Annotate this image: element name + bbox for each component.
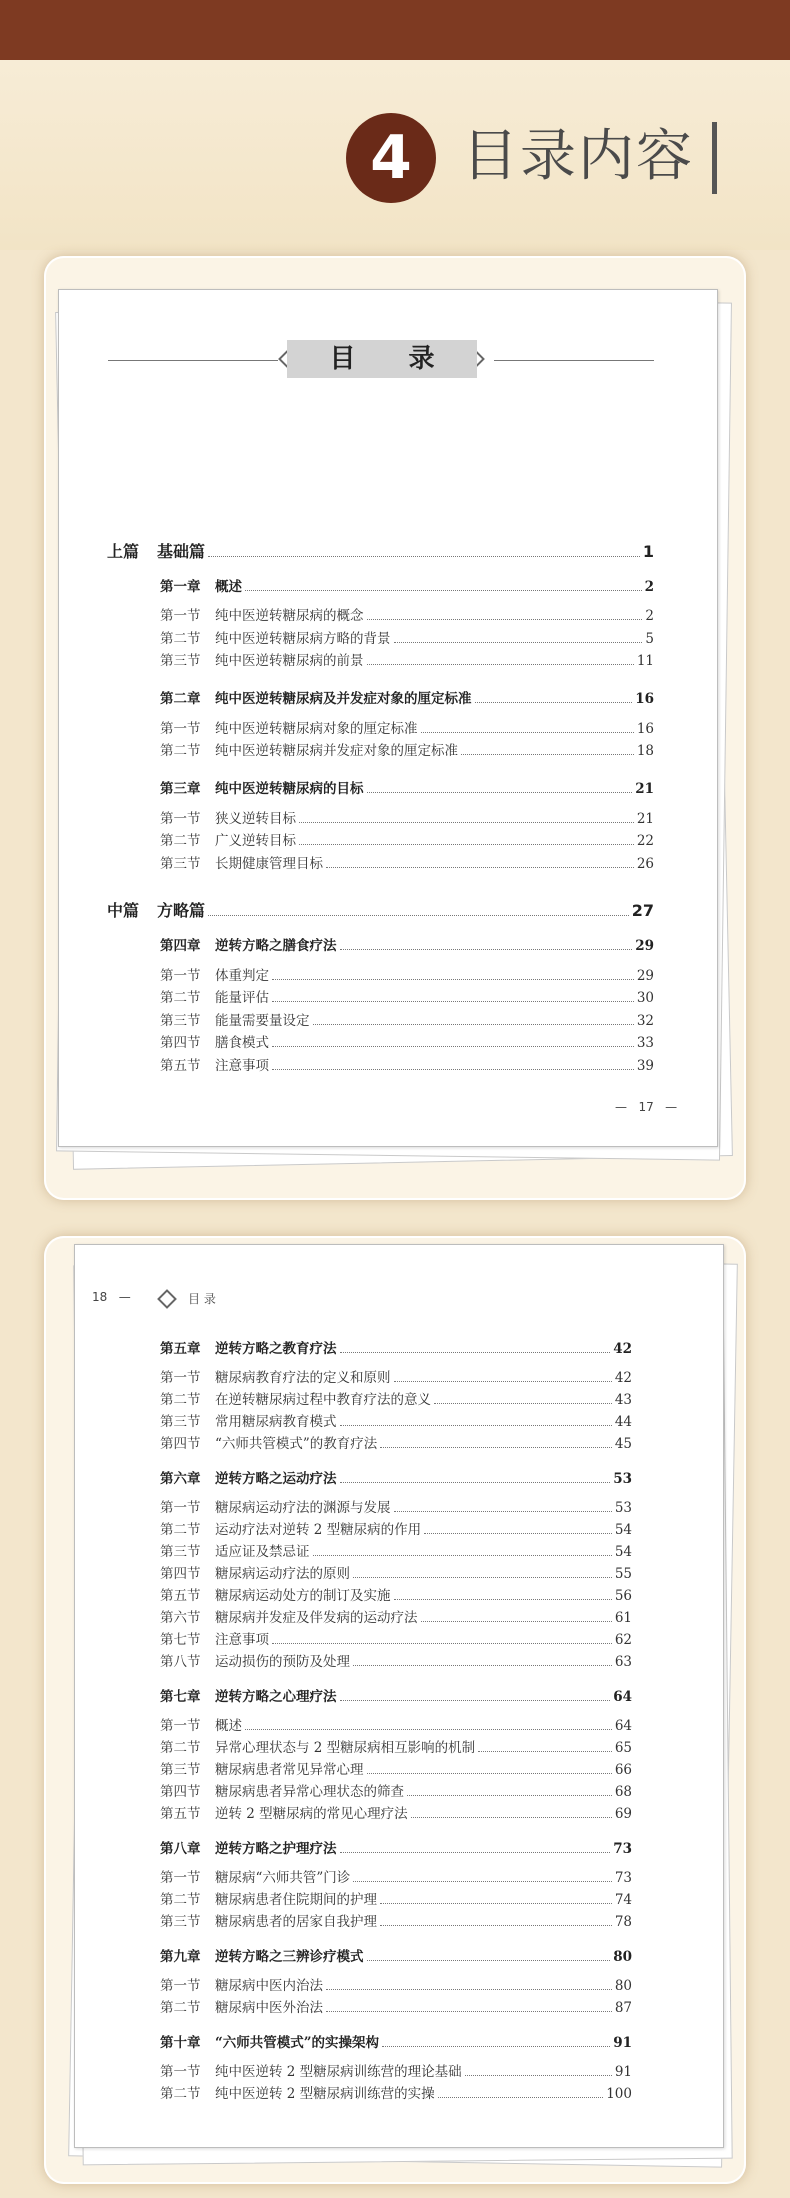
- toc-title: 糖尿病患者的居家自我护理: [215, 1914, 377, 1930]
- toc-page-number: 42: [613, 1341, 632, 1357]
- toc-page-number: 27: [631, 901, 654, 920]
- toc-page-number: 87: [614, 2000, 632, 2016]
- toc-label: 第三节: [160, 653, 201, 669]
- toc-title: 逆转 2 型糖尿病的常见心理疗法: [215, 1806, 408, 1822]
- toc-title: 体重判定: [215, 968, 269, 984]
- leader-dots: [394, 642, 643, 643]
- running-head-page: 18: [92, 1290, 108, 1304]
- toc-title: 运动疗法对逆转 2 型糖尿病的作用: [215, 1522, 422, 1538]
- toc-page-number: 55: [614, 1566, 632, 1582]
- toc-page-number: 22: [636, 833, 654, 849]
- toc-label: 第二节: [160, 1522, 201, 1538]
- toc-title: 逆转方略之膳食疗法: [215, 938, 337, 954]
- toc-page-number: 64: [613, 1689, 632, 1705]
- leader-dots: [326, 867, 634, 868]
- toc-title: 纯中医逆转糖尿病方略的背景: [215, 631, 391, 647]
- toc-label: 第二节: [160, 1892, 201, 1908]
- toc-label: 第一章: [160, 579, 201, 595]
- toc-section-row: [160, 1717, 632, 1735]
- toc-page-number: 62: [614, 1632, 632, 1648]
- leader-dots: [299, 822, 634, 823]
- toc-title: 异常心理状态与 2 型糖尿病相互影响的机制: [215, 1740, 476, 1756]
- toc-chapter-row: [160, 780, 654, 798]
- toc-page-number: 32: [636, 1013, 654, 1029]
- toc-label: 第六节: [160, 1610, 201, 1626]
- toc-page-number: 74: [614, 1892, 632, 1908]
- toc-label: 第一节: [160, 608, 201, 624]
- toc-label: 第四节: [160, 1436, 201, 1452]
- toc-title: 基础篇: [157, 542, 206, 561]
- toc-title: 纯中医逆转糖尿病对象的厘定标准: [215, 721, 418, 737]
- toc-title: 适应证及禁忌证: [215, 1544, 310, 1560]
- leader-dots: [299, 844, 634, 845]
- toc-section-row: [160, 1391, 632, 1409]
- toc-page-number: 69: [614, 1806, 632, 1822]
- toc-section-row: [160, 1543, 632, 1561]
- toc-label: 第二节: [160, 743, 201, 759]
- toc-title: 纯中医逆转 2 型糖尿病训练营的理论基础: [215, 2064, 462, 2080]
- toc-label: 第五节: [160, 1806, 201, 1822]
- toc-label: 第三章: [160, 781, 201, 797]
- toc-page-number: 91: [614, 2064, 632, 2080]
- toc-title: 纯中医逆转糖尿病的概念: [215, 608, 364, 624]
- toc-title: 概述: [215, 1718, 242, 1734]
- toc-title: 能量评估: [215, 990, 269, 1006]
- leader-dots: [313, 1024, 634, 1025]
- page-footer: — 17 —: [615, 1100, 678, 1114]
- leader-dots: [380, 1447, 612, 1448]
- toc-section-row: [160, 967, 654, 985]
- toc-page-number: 80: [614, 1978, 632, 1994]
- leader-dots: [340, 1425, 612, 1426]
- toc-label: 第四章: [160, 938, 201, 954]
- toc-page-number: 26: [636, 856, 654, 872]
- toc-page-number: 61: [614, 1610, 632, 1626]
- toc-label: 第三节: [160, 1762, 201, 1778]
- toc-section-row: [160, 1761, 632, 1779]
- leader-dots: [380, 1903, 612, 1904]
- toc-section-row: [160, 1369, 632, 1387]
- leader-dots: [380, 1925, 612, 1926]
- running-head-title: 目 录: [188, 1292, 216, 1306]
- toc-page-number: 2: [644, 579, 654, 595]
- leader-dots: [421, 1621, 612, 1622]
- toc-chapter-row: [160, 578, 654, 596]
- toc-label: 第二节: [160, 631, 201, 647]
- toc-section-row: [160, 989, 654, 1007]
- leader-dots: [407, 1795, 612, 1796]
- section-number-badge: 4: [346, 113, 436, 203]
- toc-page-number: 29: [635, 938, 654, 954]
- toc-label: 第八节: [160, 1654, 201, 1670]
- toc-page-number: 16: [635, 691, 654, 707]
- leader-dots: [367, 619, 643, 620]
- toc-title: 纯中医逆转 2 型糖尿病训练营的实操: [215, 2086, 435, 2102]
- toc-label: 第二章: [160, 691, 201, 707]
- toc-page-number: 2: [645, 608, 654, 624]
- toc-section-row: [160, 1631, 632, 1649]
- toc-section-row: [160, 1057, 654, 1075]
- toc-page-number: 66: [614, 1762, 632, 1778]
- toc-section-row: [160, 1034, 654, 1052]
- toc-page-number: 39: [636, 1058, 654, 1074]
- toc-label: 第三节: [160, 1914, 201, 1930]
- toc-title: 逆转方略之教育疗法: [215, 1341, 337, 1357]
- toc-section-row: [160, 630, 654, 648]
- toc-section-row: [160, 652, 654, 670]
- toc-label: 第一节: [160, 1718, 201, 1734]
- toc-page-number: 91: [613, 2035, 632, 2051]
- leader-dots: [353, 1665, 612, 1666]
- leader-dots: [465, 2075, 612, 2076]
- top-banner: [0, 0, 790, 60]
- toc-page-number: 30: [636, 990, 654, 1006]
- leader-dots: [272, 1046, 634, 1047]
- toc-label: 第三节: [160, 856, 201, 872]
- toc-title: 纯中医逆转糖尿病的前景: [215, 653, 364, 669]
- leader-dots: [272, 1001, 634, 1002]
- leader-dots: [340, 1700, 611, 1701]
- toc-title: 糖尿病运动疗法的原则: [215, 1566, 350, 1582]
- toc-title: 概述: [215, 579, 242, 595]
- leader-dots: [424, 1533, 612, 1534]
- leader-dots: [340, 1352, 611, 1353]
- toc-title: “六师共管模式”的教育疗法: [215, 1436, 378, 1452]
- toc-section-row: [160, 1805, 632, 1823]
- leader-dots: [208, 556, 640, 557]
- toc-label: 第一节: [160, 1870, 201, 1886]
- toc-section-row: [160, 1609, 632, 1627]
- leader-dots: [272, 979, 634, 980]
- toc-label: 第二节: [160, 2086, 201, 2102]
- toc-page-number: 18: [636, 743, 654, 759]
- toc-section-row: [160, 1977, 632, 1995]
- leader-dots: [367, 1773, 612, 1774]
- toc-page-number: 65: [614, 1740, 632, 1756]
- leader-dots: [353, 1881, 612, 1882]
- toc-title: 膳食模式: [215, 1035, 269, 1051]
- toc-page-number: 80: [613, 1949, 632, 1965]
- toc-label: 第四节: [160, 1784, 201, 1800]
- toc-page-number: 53: [613, 1471, 632, 1487]
- toc-section-row: [160, 1413, 632, 1431]
- toc-title: 纯中医逆转糖尿病并发症对象的厘定标准: [215, 743, 458, 759]
- toc-title: 运动损伤的预防及处理: [215, 1654, 350, 1670]
- leader-dots: [478, 1751, 612, 1752]
- toc-section-row: [160, 720, 654, 738]
- toc-page-number: 63: [614, 1654, 632, 1670]
- toc-chapter-row: [160, 690, 654, 708]
- toc-section-row: [160, 1739, 632, 1757]
- toc-page-number: 1: [642, 542, 654, 561]
- toc-section-row: [160, 1435, 632, 1453]
- toc-title: 糖尿病患者异常心理状态的筛查: [215, 1784, 404, 1800]
- leader-dots: [475, 702, 633, 703]
- toc-section-row: [160, 832, 654, 850]
- leader-dots: [461, 754, 634, 755]
- leader-dots: [394, 1381, 612, 1382]
- toc-label: 第一节: [160, 1978, 201, 1994]
- toc-page-number: 56: [614, 1588, 632, 1604]
- toc-section-row: [160, 810, 654, 828]
- leader-dots: [367, 664, 634, 665]
- toc-label: 第五节: [160, 1058, 201, 1074]
- toc-label: 第一节: [160, 2064, 201, 2080]
- toc-page-number: 44: [614, 1414, 632, 1430]
- toc-label: 第九章: [160, 1949, 201, 1965]
- toc-section-row: [160, 2085, 632, 2103]
- leader-dots: [245, 590, 642, 591]
- leader-dots: [382, 2046, 610, 2047]
- toc-page-number: 5: [645, 631, 654, 647]
- toc-title: 在逆转糖尿病过程中教育疗法的意义: [215, 1392, 431, 1408]
- toc-page-number: 68: [614, 1784, 632, 1800]
- toc-label: 第七节: [160, 1632, 201, 1648]
- heading-rule-left: [108, 360, 278, 361]
- leader-dots: [340, 1482, 611, 1483]
- toc-title: “六师共管模式”的实操架构: [215, 2035, 380, 2051]
- leader-dots: [326, 1989, 612, 1990]
- leader-dots: [340, 949, 633, 950]
- leader-dots: [411, 1817, 612, 1818]
- toc-page-number: 73: [614, 1870, 632, 1886]
- toc-title: 注意事项: [215, 1058, 269, 1074]
- leader-dots: [353, 1577, 612, 1578]
- toc-label: 第五节: [160, 1588, 201, 1604]
- toc-section-row: [160, 1499, 632, 1517]
- leader-dots: [313, 1555, 612, 1556]
- leader-dots: [340, 1852, 611, 1853]
- toc-chapter-row: [160, 1340, 632, 1358]
- toc-label: 中篇: [107, 901, 140, 920]
- toc-title: 糖尿病患者常见异常心理: [215, 1762, 364, 1778]
- leader-dots: [367, 792, 633, 793]
- toc-label: 第八章: [160, 1841, 201, 1857]
- toc-title: 糖尿病“六师共管”门诊: [215, 1870, 351, 1886]
- toc-chapter-row: [160, 2034, 632, 2052]
- toc-chapter-row: [160, 1688, 632, 1706]
- toc-title: 糖尿病运动疗法的渊源与发展: [215, 1500, 391, 1516]
- toc-page-number: 16: [636, 721, 654, 737]
- toc-page-number: 42: [614, 1370, 632, 1386]
- toc-label: 第四节: [160, 1035, 201, 1051]
- toc-page-number: 21: [635, 781, 654, 797]
- toc-section-row: [160, 1913, 632, 1931]
- toc-section-row: [160, 1653, 632, 1671]
- leader-dots: [394, 1511, 612, 1512]
- leader-dots: [394, 1599, 612, 1600]
- toc-page-number: 43: [614, 1392, 632, 1408]
- toc-label: 第六章: [160, 1471, 201, 1487]
- toc-label: 第二节: [160, 1392, 201, 1408]
- toc-title: 狭义逆转目标: [215, 811, 296, 827]
- toc-page-number: 45: [614, 1436, 632, 1452]
- toc-section-row: [160, 1587, 632, 1605]
- toc-title: 糖尿病运动处方的制订及实施: [215, 1588, 391, 1604]
- toc-chapter-row: [160, 937, 654, 955]
- toc-page-number: 54: [614, 1522, 632, 1538]
- toc-page-number: 100: [606, 2086, 632, 2102]
- toc-label: 第一节: [160, 721, 201, 737]
- toc-label: 第三节: [160, 1414, 201, 1430]
- toc-label: 第一节: [160, 1370, 201, 1386]
- leader-dots: [208, 915, 629, 916]
- toc-section-row: [160, 1521, 632, 1539]
- toc-label: 第三节: [160, 1544, 201, 1560]
- toc-section-row: [160, 1999, 632, 2017]
- toc-section-row: [160, 2063, 632, 2081]
- toc-label: 上篇: [107, 542, 140, 561]
- toc-page-number: 11: [636, 653, 654, 669]
- leader-dots: [434, 1403, 612, 1404]
- toc-section-row: [160, 1891, 632, 1909]
- leader-dots: [245, 1729, 612, 1730]
- heading-rule-right: [494, 360, 654, 361]
- toc-label: 第二节: [160, 2000, 201, 2016]
- toc-title: 广义逆转目标: [215, 833, 296, 849]
- toc-title: 糖尿病并发症及伴发病的运动疗法: [215, 1610, 418, 1626]
- toc-title: 糖尿病教育疗法的定义和原则: [215, 1370, 391, 1386]
- toc-label: 第五章: [160, 1341, 201, 1357]
- toc-section-row: [160, 1012, 654, 1030]
- toc-title: 长期健康管理目标: [215, 856, 323, 872]
- toc-label: 第四节: [160, 1566, 201, 1582]
- toc-page-number: 33: [636, 1035, 654, 1051]
- toc-title: 纯中医逆转糖尿病的目标: [215, 781, 364, 797]
- running-head: 18 —: [92, 1290, 131, 1304]
- toc-part-row: [107, 902, 654, 920]
- section-title: 目录内容: [462, 124, 694, 189]
- toc-section-row: [160, 1869, 632, 1887]
- toc-part-row: [107, 543, 654, 561]
- leader-dots: [272, 1643, 612, 1644]
- toc-title: 注意事项: [215, 1632, 269, 1648]
- toc-page-number: 29: [636, 968, 654, 984]
- title-divider: [712, 122, 717, 194]
- toc-label: 第一节: [160, 968, 201, 984]
- toc-title: 逆转方略之心理疗法: [215, 1689, 337, 1705]
- toc-label: 第十章: [160, 2035, 201, 2051]
- leader-dots: [272, 1069, 634, 1070]
- leader-dots: [367, 1960, 611, 1961]
- toc-title: 逆转方略之三辨诊疗模式: [215, 1949, 364, 1965]
- toc-label: 第一节: [160, 1500, 201, 1516]
- toc-section-row: [160, 1565, 632, 1583]
- toc-title: 纯中医逆转糖尿病及并发症对象的厘定标准: [215, 691, 472, 707]
- toc-section-row: [160, 1783, 632, 1801]
- toc-title: 糖尿病中医内治法: [215, 1978, 323, 1994]
- toc-title: 逆转方略之护理疗法: [215, 1841, 337, 1857]
- toc-label: 第七章: [160, 1689, 201, 1705]
- toc-section-row: [160, 855, 654, 873]
- toc-title: 逆转方略之运动疗法: [215, 1471, 337, 1487]
- toc-page-number: 73: [613, 1841, 632, 1857]
- toc-label: 第二节: [160, 833, 201, 849]
- toc-chapter-row: [160, 1840, 632, 1858]
- toc-title: 方略篇: [157, 901, 206, 920]
- toc-title: 糖尿病中医外治法: [215, 2000, 323, 2016]
- toc-page-number: 53: [614, 1500, 632, 1516]
- leader-dots: [438, 2097, 604, 2098]
- leader-dots: [326, 2011, 612, 2012]
- page-number: 17: [638, 1100, 654, 1114]
- toc-chapter-row: [160, 1948, 632, 1966]
- toc-label: 第二节: [160, 1740, 201, 1756]
- leader-dots: [421, 732, 634, 733]
- toc-page-number: 54: [614, 1544, 632, 1560]
- toc-section-row: [160, 742, 654, 760]
- toc-section-row: [160, 607, 654, 625]
- toc-label: 第二节: [160, 990, 201, 1006]
- toc-title: 糖尿病患者住院期间的护理: [215, 1892, 377, 1908]
- toc-page-number: 64: [614, 1718, 632, 1734]
- toc-chapter-row: [160, 1470, 632, 1488]
- toc-label: 第三节: [160, 1013, 201, 1029]
- toc-label: 第一节: [160, 811, 201, 827]
- toc-page-number: 21: [636, 811, 654, 827]
- toc-heading: 目 录: [287, 340, 477, 378]
- toc-title: 能量需要量设定: [215, 1013, 310, 1029]
- toc-page-number: 78: [614, 1914, 632, 1930]
- toc-title: 常用糖尿病教育模式: [215, 1414, 337, 1430]
